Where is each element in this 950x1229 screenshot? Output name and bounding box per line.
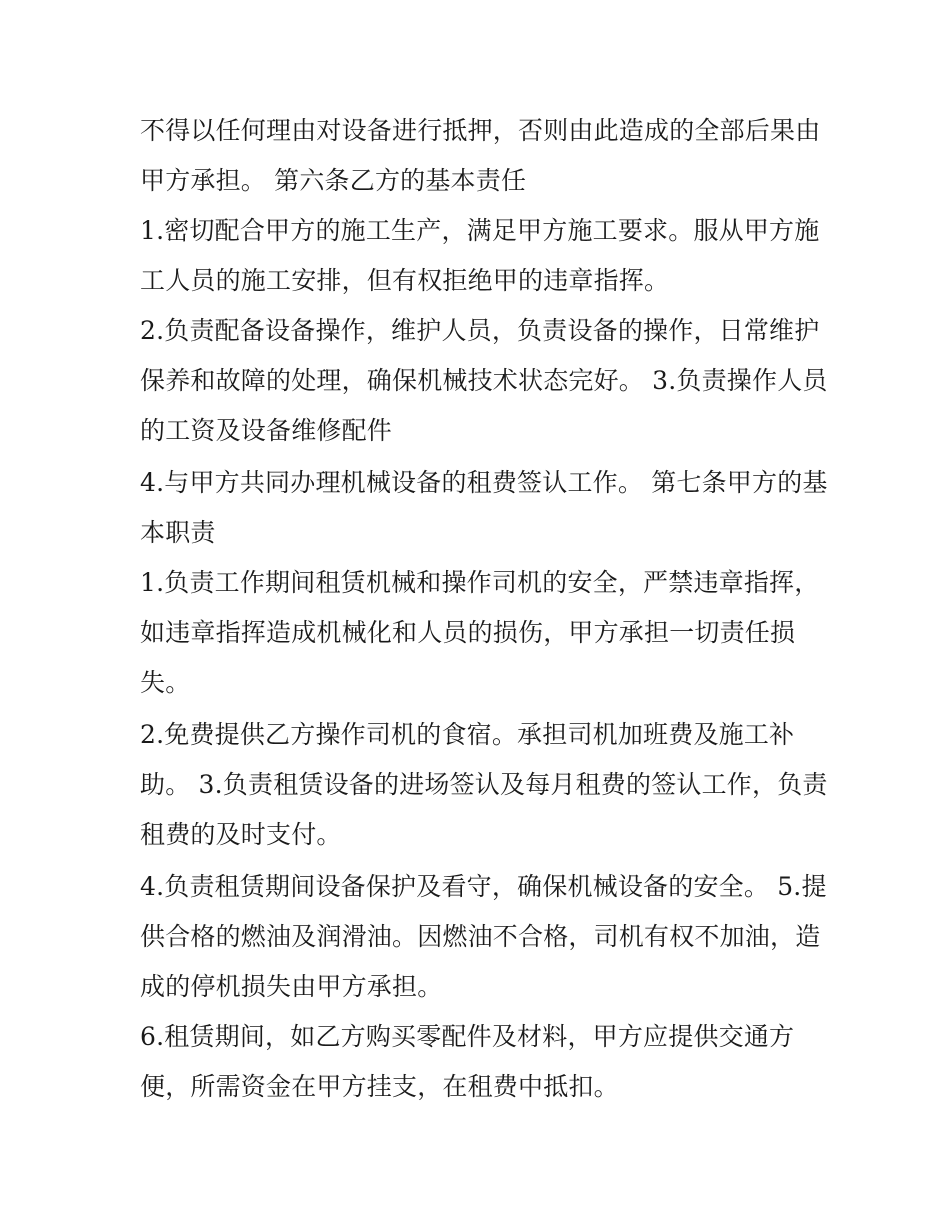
- text-line: 4.负责租赁期间设备保护及看守，确保机械设备的安全。 5.提: [140, 872, 827, 901]
- text-line: 4.与甲方共同办理机械设备的租费签认工作。 第七条甲方的基: [140, 468, 828, 497]
- text-line: 便，所需资金在甲方挂支，在租费中抵扣。: [140, 1072, 619, 1101]
- text-line: 供合格的燃油及润滑油。因燃油不合格，司机有权不加油，造: [140, 922, 821, 951]
- text-line: 本职责: [140, 518, 216, 547]
- text-line: 6.租赁期间，如乙方购买零配件及材料，甲方应提供交通方: [140, 1022, 795, 1051]
- text-line: 的工资及设备维修配件: [140, 416, 393, 445]
- text-line: 助。 3.负责租赁设备的进场签认及每月租费的签认工作，负责: [140, 770, 828, 799]
- text-line: 失。: [140, 668, 191, 697]
- text-line: 工人员的施工安排，但有权拒绝甲的违章指挥。: [140, 266, 670, 295]
- text-line: 不得以任何理由对设备进行抵押，否则由此造成的全部后果由: [140, 116, 821, 145]
- text-line: 2.免费提供乙方操作司机的食宿。承担司机加班费及施工补: [140, 720, 795, 749]
- text-line: 如违章指挥造成机械化和人员的损伤，甲方承担一切责任损: [140, 618, 796, 647]
- text-line: 2.负责配备设备操作，维护人员，负责设备的操作，日常维护: [140, 316, 820, 345]
- text-line: 甲方承担。 第六条乙方的基本责任: [140, 166, 527, 195]
- text-line: 1.负责工作期间租赁机械和操作司机的安全，严禁违章指挥，: [140, 568, 820, 597]
- text-line: 1.密切配合甲方的施工生产，满足甲方施工要求。服从甲方施: [140, 216, 820, 245]
- text-line: 保养和故障的处理，确保机械技术状态完好。 3.负责操作人员: [140, 366, 828, 395]
- text-line: 租费的及时支付。: [140, 820, 342, 849]
- text-line: 成的停机损失由甲方承担。: [140, 972, 443, 1001]
